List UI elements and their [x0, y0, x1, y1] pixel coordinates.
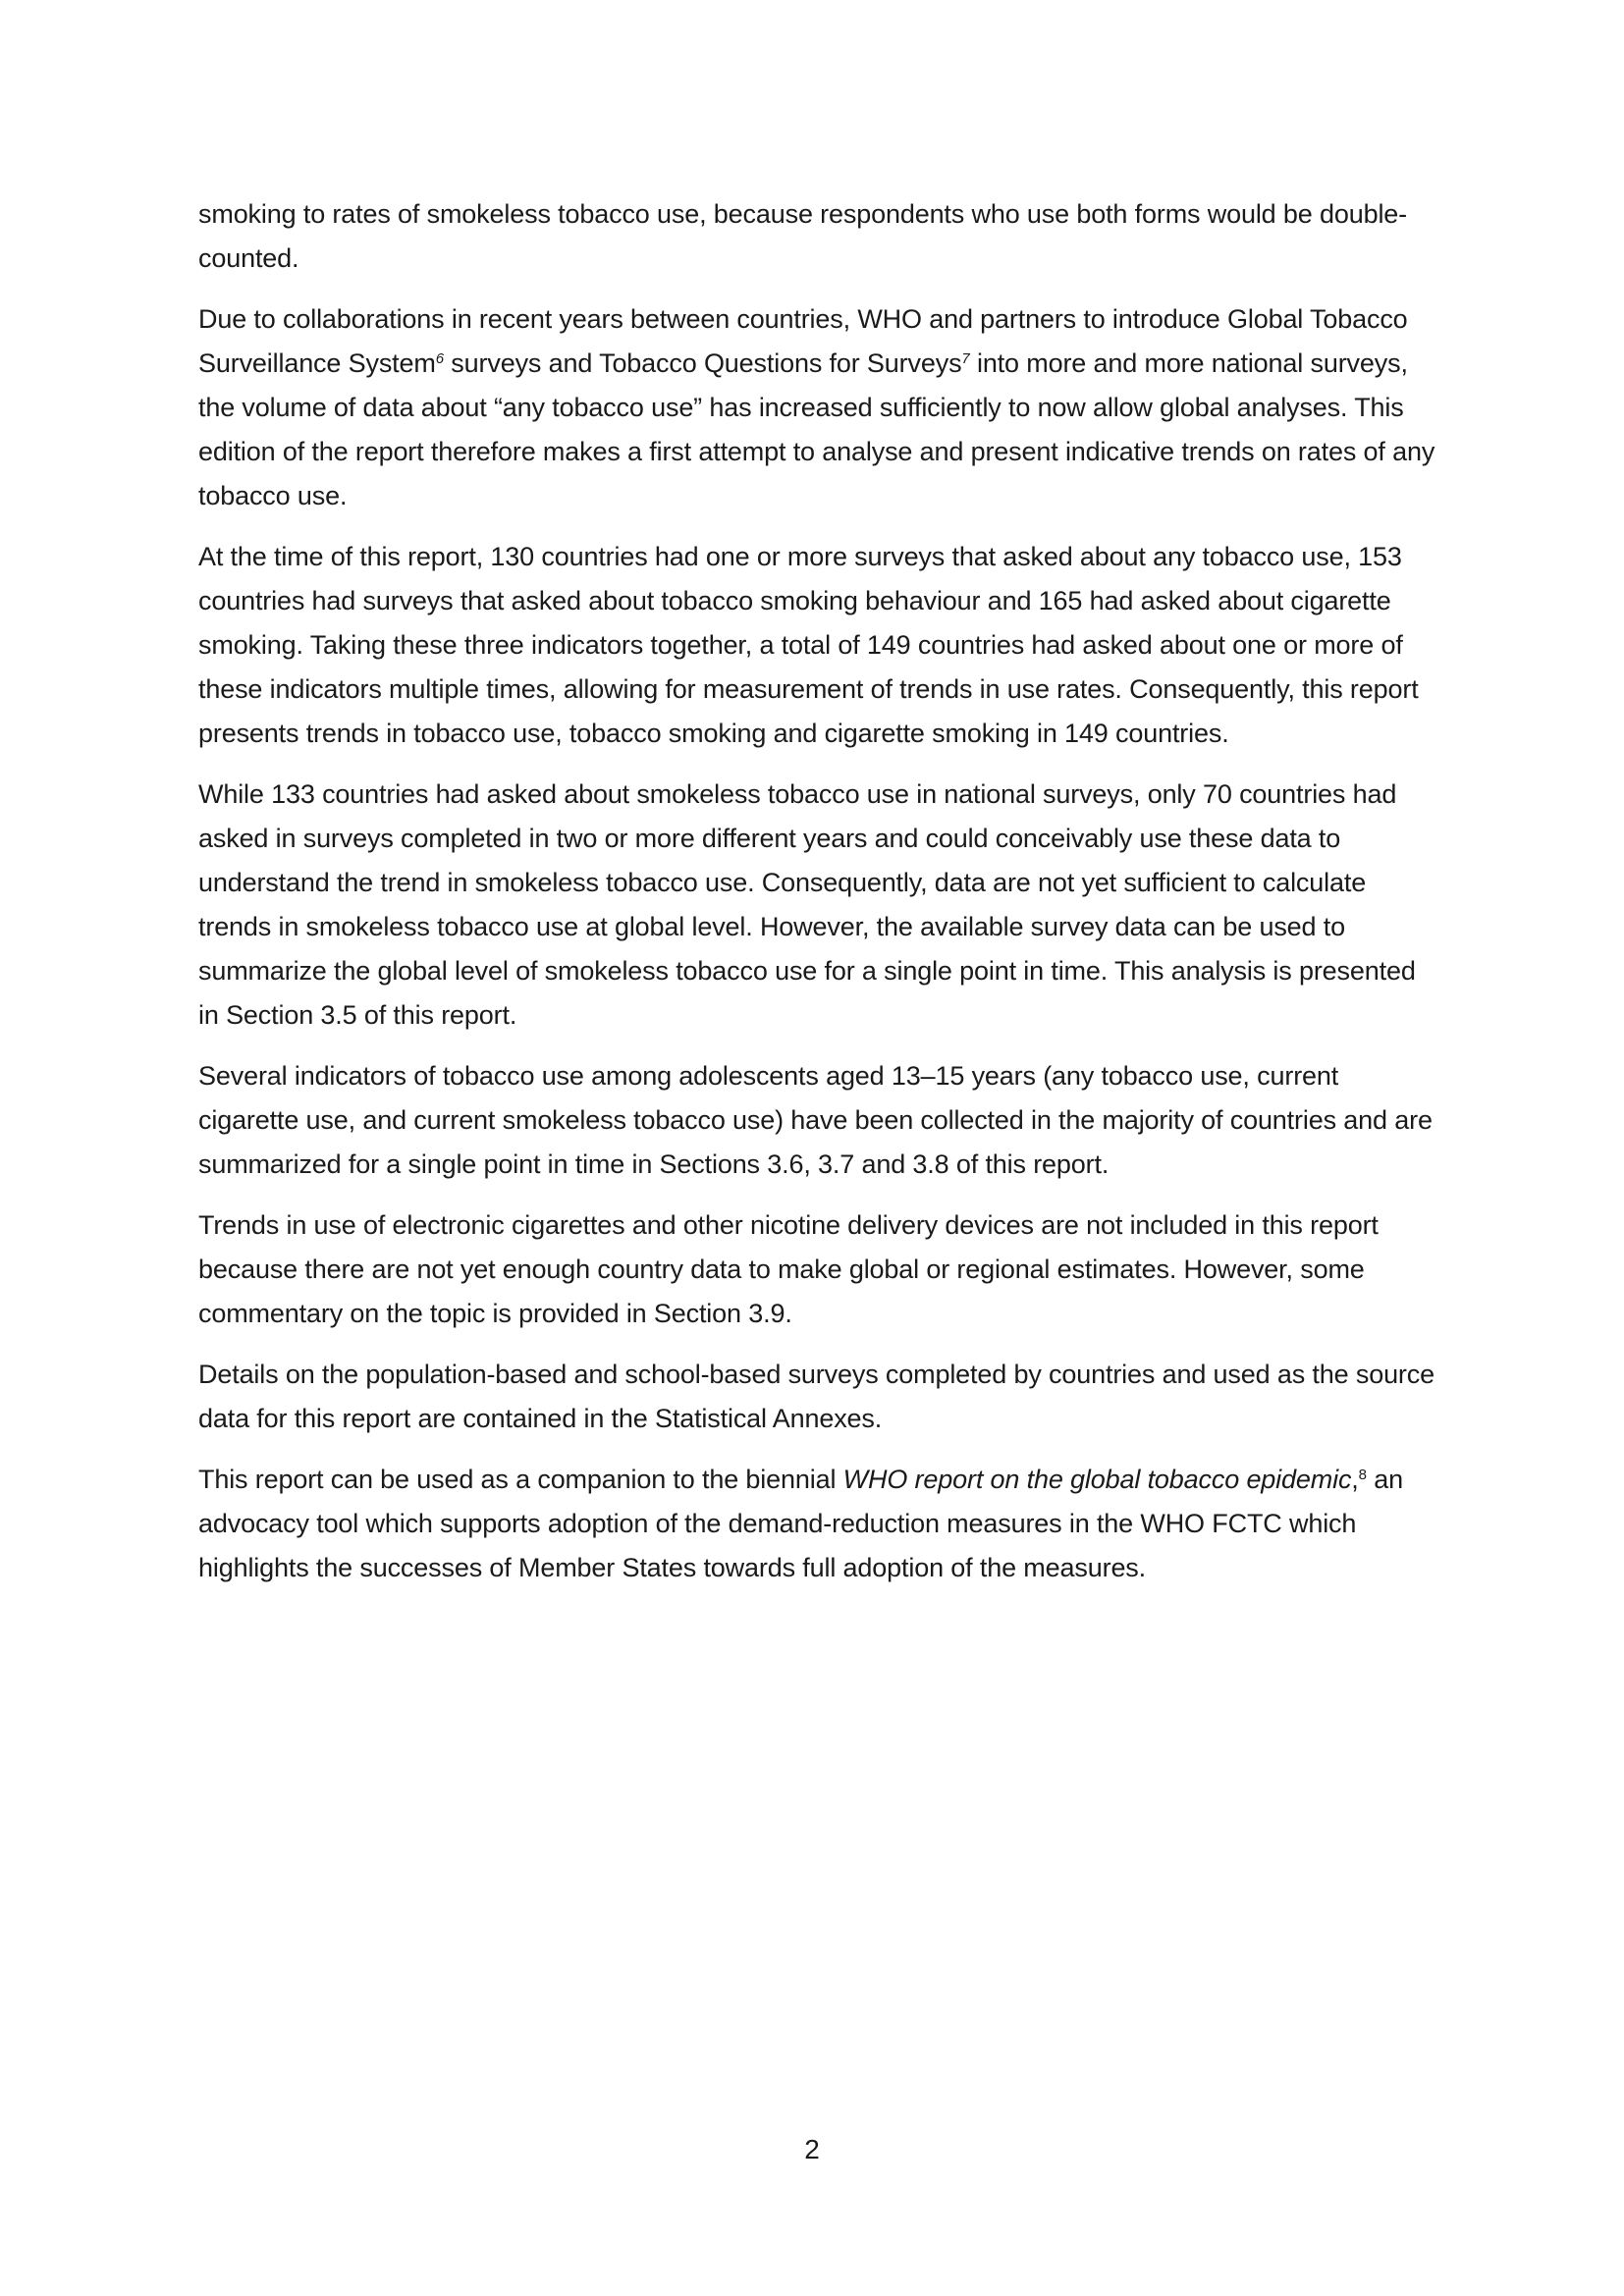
paragraph-8-text-a: This report can be used as a companion to the biennial [198, 1465, 843, 1494]
paragraph-1: smoking to rates of smokeless tobacco use, because respondents who use both forms would be double-counted. [198, 199, 1408, 273]
paragraph-3: At the time of this report, 130 countries had one or more surveys that asked about any tobacco use, 153 countries had surveys that asked about tobacco smoking behaviour and 165 had asked about cigarette smoking. Taking these three indicators together, a total of 149 countries had asked about one or more of these indicators multiple times, allowing for measurement of trends in use rates. Consequently, this report presents trends in tobacco use, tobacco smoking and cigarette smoking in 149 countries. [198, 542, 1419, 748]
paragraph-4: While 133 countries had asked about smokeless tobacco use in national surveys, only 70 countries had asked in surveys completed in two or more different years and could conceivably use these data to understand the trend in smokeless tobacco use. Consequently, data are not yet sufficient to calculate trends in smokeless tobacco use at global level. However, the available survey data can be used to summarize the global level of smokeless tobacco use for a single point in time. This analysis is presented in Section 3.5 of this report. [198, 779, 1416, 1030]
paragraph-2-text-a: Due to collaborations in recent years between countries, WHO and partners to introduce Global Tobacco Surveillance System [198, 304, 1408, 378]
report-title-italic: WHO report on the global tobacco epidemic [842, 1465, 1352, 1494]
paragraph-7: Details on the population-based and school-based surveys completed by countries and used as the source data for this report are contained in the Statistical Annexes. [198, 1360, 1435, 1433]
paragraph-2-text-c: into more and more national surveys, the volume of data about “any tobacco use” has increased sufficiently to now allow global analyses. This edition of the report therefore makes a first attempt to analyse and present indicative trends on rates of any tobacco use. [198, 348, 1435, 510]
footnote-ref-8[interactable]: 8 [1358, 1467, 1367, 1483]
paragraph-8 [198, 1458, 1437, 1590]
paragraph-6: Trends in use of electronic cigarettes and other nicotine delivery devices are not included in this report because there are not yet enough country data to make global or regional estimates. However, some commentary on the topic is provided in Section 3.9. [198, 1210, 1379, 1328]
page-number: 2 [804, 2134, 820, 2164]
paragraph-2 [198, 297, 1437, 518]
body-text [198, 192, 1437, 1607]
footnote-ref-7[interactable]: 7 [961, 350, 970, 367]
paragraph-8-comma: , [1351, 1465, 1359, 1494]
paragraph-2-text-b: surveys and Tobacco Questions for Surveys [443, 348, 962, 378]
paragraph-5: Several indicators of tobacco use among adolescents aged 13–15 years (any tobacco use, current cigarette use, and current smokeless tobacco use) have been collected in the majority of countries and are summarized for a single point in time in Sections 3.6, 3.7 and 3.8 of this report. [198, 1061, 1433, 1179]
footnote-ref-6[interactable]: 6 [435, 350, 444, 367]
paragraph-8-text-b: an advocacy tool which supports adoption of the demand-reduction measures in the WHO FCTC which highlights the successes of Member States towards full adoption of the measures. [198, 1465, 1403, 1582]
